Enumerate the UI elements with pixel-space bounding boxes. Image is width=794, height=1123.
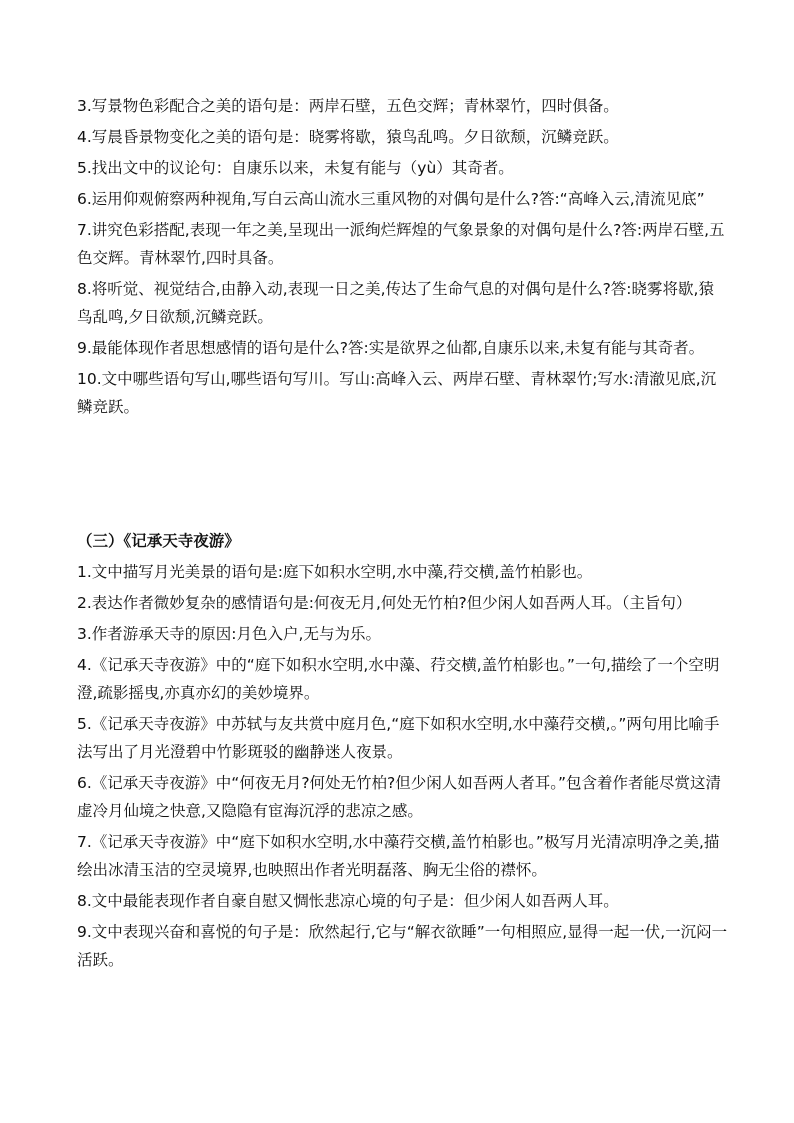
question-item-7: 7.讲究色彩搭配,表现一年之美,呈现出一派绚烂辉煌的气象景象的对偶句是什么?答:两岸石壁,五色交辉。青林翠竹,四时具备。	[77, 221, 725, 267]
answer-item-7: 7.《记承天寺夜游》中“庭下如积水空明,水中藻荇交横,盖竹柏影也。”极写月光清凉明净之美,描绘出冰清玉洁的空灵境界,也映照出作者光明磊落、胸无尘俗的襟怀。	[77, 833, 720, 879]
answer-item-4: 4.《记承天寺夜游》中的“庭下如积水空明,水中藻、荇交横,盖竹柏影也。”一句,描绘了一个空明澄,疏影摇曳,亦真亦幻的美妙境界。	[77, 656, 720, 702]
answer-item-9: 9.文中表现兴奋和喜悦的句子是：欣然起行,它与“解衣欲睡”一句相照应,显得一起一伏,一沉闷一活跃。	[77, 923, 728, 969]
section-two-continued	[77, 92, 729, 424]
answer-item-2: 2.表达作者微妙复杂的感情语句是:何夜无月,何处无竹柏?但少闲人如吾两人耳。（主旨句）	[77, 594, 692, 612]
question-item-5: 5.找出文中的议论句：自康乐以来，未复有能与（yù）其奇者。	[77, 159, 514, 177]
answer-item-6: 6.《记承天寺夜游》中“何夜无月?何处无竹柏?但少闲人如吾两人者耳。”包含着作者能尽赏这清虚冷月仙境之快意,又隐隐有宦海沉浮的悲凉之感。	[77, 774, 722, 820]
question-item-8: 8.将听觉、视觉结合,由静入动,表现一日之美,传达了生命气息的对偶句是什么?答:晓雾将歇,猿鸟乱鸣,夕日欲颓,沉鳞竞跃。	[77, 280, 714, 326]
section-three-heading: （三）《记承天寺夜游》	[77, 531, 240, 550]
answer-item-3: 3.作者游承天寺的原因:月色入户,无与为乐。	[77, 625, 381, 643]
question-item-3: 3.写景物色彩配合之美的语句是：两岸石壁，五色交辉；青林翠竹，四时俱备。	[77, 97, 619, 115]
question-item-4: 4.写晨昏景物变化之美的语句是：晓雾将歇，猿鸟乱鸣。夕日欲颓，沉鳞竞跃。	[77, 128, 619, 146]
answer-item-1: 1.文中描写月光美景的语句是:庭下如积水空明,水中藻,荇交横,盖竹柏影也。	[77, 563, 593, 581]
answer-item-5: 5.《记承天寺夜游》中苏轼与友共赏中庭月色,“庭下如积水空明,水中藻荇交横,。”两句用比喻手法写出了月光澄碧中竹影斑驳的幽静迷人夜景。	[77, 715, 720, 761]
question-item-10: 10.文中哪些语句写山,哪些语句写川。写山:高峰入云、两岸石壁、青林翠竹;写水:清澈见底,沉鳞竞跃。	[77, 370, 717, 416]
question-item-6: 6.运用仰观俯察两种视角,写白云高山流水三重风物的对偶句是什么?答:“高峰入云,清流见底”	[77, 190, 705, 208]
question-item-9: 9.最能体现作者思想感情的语句是什么?答:实是欲界之仙都,自康乐以来,未复有能与其奇者。	[77, 339, 705, 357]
section-three	[77, 527, 729, 977]
answer-item-8: 8.文中最能表现作者自豪自慰又惆怅悲凉心境的句子是：但少闲人如吾两人耳。	[77, 892, 619, 910]
